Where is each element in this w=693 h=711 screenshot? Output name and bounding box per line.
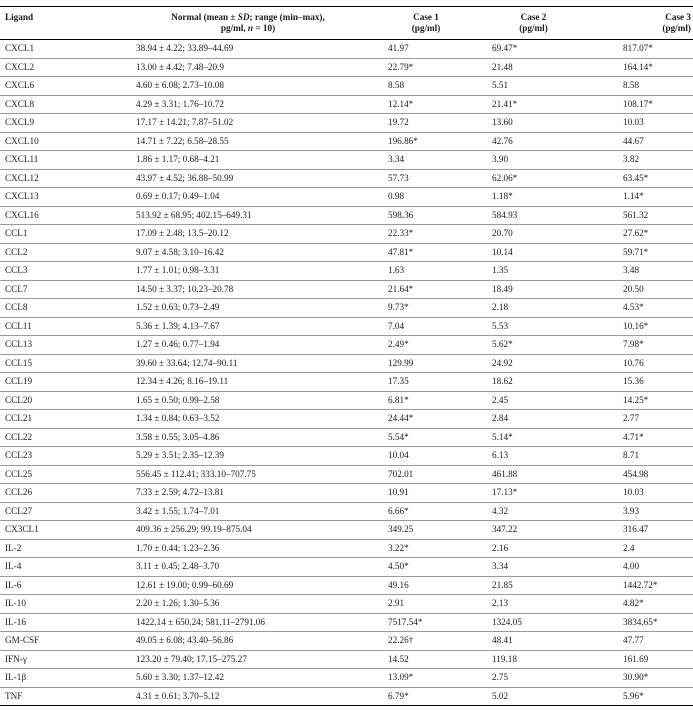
table-row: [0, 687, 693, 706]
table-row: [0, 502, 693, 521]
case3-cell: 14.25*: [591, 391, 693, 410]
table-row: [0, 262, 693, 281]
normal-cell: 3.58 ± 0.55; 3.05–4.86: [120, 428, 376, 447]
normal-cell: 49.05 ± 6.08; 43.40–56.86: [120, 632, 376, 651]
normal-cell: 39.60 ± 33.64; 12.74–90.11: [120, 354, 376, 373]
table-row: [0, 58, 693, 77]
table-row: [0, 299, 693, 318]
case3-cell: 15.36: [591, 373, 693, 392]
case1-cell: 0.98: [376, 188, 476, 207]
case3-cell: 4.71*: [591, 428, 693, 447]
normal-cell: 4.31 ± 0.61; 3.70–5.12: [120, 687, 376, 706]
table-row: [0, 669, 693, 688]
ligand-cell: CCL8: [0, 299, 120, 318]
case2-cell: 18.62: [476, 373, 591, 392]
case1-cell: 349.25: [376, 521, 476, 540]
normal-cell: 12.61 ± 19.00; 0.99–60.69: [120, 576, 376, 595]
case1-cell: 2.91: [376, 595, 476, 614]
case3-cell: 30.90*: [591, 669, 693, 688]
case3-cell: 164.14*: [591, 58, 693, 77]
case2-cell: 13.60: [476, 114, 591, 133]
header-row-1: [0, 7, 693, 24]
case2-cell: 2.13: [476, 595, 591, 614]
case1-cell: 14.52: [376, 650, 476, 669]
normal-cell: 5.36 ± 1.39; 4.13–7.67: [120, 317, 376, 336]
header-normal-line2: pg/ml, n = 10): [120, 23, 376, 40]
ligand-cell: CCL11: [0, 317, 120, 336]
normal-cell: 14.71 ± 7.22; 6.58–28.55: [120, 132, 376, 151]
case2-cell: 584.93: [476, 206, 591, 225]
case1-cell: 6.66*: [376, 502, 476, 521]
case3-cell: 4.00: [591, 558, 693, 577]
table-row: [0, 95, 693, 114]
normal-cell: 409.36 ± 256.29; 99.19–875.04: [120, 521, 376, 540]
header-case2-unit: (pg/ml): [476, 23, 591, 40]
case2-cell: 48.41: [476, 632, 591, 651]
case1-cell: 22.26†: [376, 632, 476, 651]
case1-cell: 3.34: [376, 151, 476, 170]
ligand-cell: CXCL6: [0, 77, 120, 96]
ligand-cell: IL-6: [0, 576, 120, 595]
ligand-cell: CCL25: [0, 465, 120, 484]
case3-cell: 10.76: [591, 354, 693, 373]
header-case1-unit: (pg/ml): [376, 23, 476, 40]
ligand-cell: CXCL16: [0, 206, 120, 225]
case1-cell: 22.79*: [376, 58, 476, 77]
case2-cell: 3.90: [476, 151, 591, 170]
case2-cell: 1324.05: [476, 613, 591, 632]
case1-cell: 10.04: [376, 447, 476, 466]
case3-cell: 454.98: [591, 465, 693, 484]
case2-cell: 24.92: [476, 354, 591, 373]
case2-cell: 461.88: [476, 465, 591, 484]
ligand-cell: CCL26: [0, 484, 120, 503]
normal-cell: 43.97 ± 4.52; 36.88–50.99: [120, 169, 376, 188]
case1-cell: 1.63: [376, 262, 476, 281]
ligand-cell: CCL3: [0, 262, 120, 281]
case1-cell: 7517.54*: [376, 613, 476, 632]
case1-cell: 10.91: [376, 484, 476, 503]
ligand-cell: CXCL1: [0, 40, 120, 59]
header-ligand-blank: [0, 23, 120, 40]
normal-cell: 1.70 ± 0.44; 1.23–2.36: [120, 539, 376, 558]
normal-cell: 1.77 ± 1.01; 0.98–3.31: [120, 262, 376, 281]
case2-cell: 10.14: [476, 243, 591, 262]
normal-cell: 5.29 ± 3.51; 2.35–12.39: [120, 447, 376, 466]
case2-cell: 20.70: [476, 225, 591, 244]
normal-cell: 1.86 ± 1.17; 0.68–4.21: [120, 151, 376, 170]
ligand-cell: CXCL8: [0, 95, 120, 114]
ligand-cell: IFN-γ: [0, 650, 120, 669]
case1-cell: 9.73*: [376, 299, 476, 318]
case2-cell: 42.76: [476, 132, 591, 151]
case3-cell: 10.03: [591, 114, 693, 133]
case1-cell: 129.99: [376, 354, 476, 373]
case2-cell: 2.16: [476, 539, 591, 558]
table-row: [0, 243, 693, 262]
normal-cell: 1.65 ± 0.50; 0.99–2.58: [120, 391, 376, 410]
ligand-cell: CXCL13: [0, 188, 120, 207]
case1-cell: 702.01: [376, 465, 476, 484]
ligand-cell: CCL22: [0, 428, 120, 447]
table-row: [0, 521, 693, 540]
ligand-cell: CXCL11: [0, 151, 120, 170]
case2-cell: 5.02: [476, 687, 591, 706]
case3-cell: 316.47: [591, 521, 693, 540]
table-body: [0, 40, 693, 706]
ligand-cell: IL-1β: [0, 669, 120, 688]
table-row: [0, 410, 693, 429]
case3-cell: 108.17*: [591, 95, 693, 114]
case2-cell: 347.22: [476, 521, 591, 540]
ligand-cell: CCL23: [0, 447, 120, 466]
table-row: [0, 206, 693, 225]
table-row: [0, 484, 693, 503]
case1-cell: 3.22*: [376, 539, 476, 558]
case3-cell: 3.82: [591, 151, 693, 170]
header-ligand: Ligand: [0, 7, 120, 24]
case3-cell: 3.93: [591, 502, 693, 521]
case3-cell: 161.69: [591, 650, 693, 669]
ligand-cell: CCL2: [0, 243, 120, 262]
normal-cell: 12.34 ± 4.26; 8.16–19.11: [120, 373, 376, 392]
case2-cell: 17.13*: [476, 484, 591, 503]
header-normal-line1: Normal (mean ± SD; range (min–max),: [120, 7, 376, 24]
normal-cell: 0.69 ± 0.17; 0.49–1.04: [120, 188, 376, 207]
table-row: [0, 151, 693, 170]
table-row: [0, 539, 693, 558]
ligand-cell: CXCL2: [0, 58, 120, 77]
case3-cell: 561.32: [591, 206, 693, 225]
table-row: [0, 650, 693, 669]
ligand-cell: CCL21: [0, 410, 120, 429]
case1-cell: 21.64*: [376, 280, 476, 299]
ligand-cell: CCL19: [0, 373, 120, 392]
case3-cell: 2.77: [591, 410, 693, 429]
case1-cell: 598.36: [376, 206, 476, 225]
case1-cell: 196.86*: [376, 132, 476, 151]
table-row: [0, 391, 693, 410]
case1-cell: 8.58: [376, 77, 476, 96]
table-row: [0, 188, 693, 207]
case3-cell: 20.50: [591, 280, 693, 299]
case1-cell: 41.97: [376, 40, 476, 59]
case2-cell: 2.84: [476, 410, 591, 429]
case3-cell: 47.77: [591, 632, 693, 651]
ligand-cell: CCL27: [0, 502, 120, 521]
ligand-cell: CXCL12: [0, 169, 120, 188]
normal-cell: 2.20 ± 1.26; 1.30–5.36: [120, 595, 376, 614]
case3-cell: 4.82*: [591, 595, 693, 614]
case2-cell: 1.35: [476, 262, 591, 281]
case2-cell: 62.06*: [476, 169, 591, 188]
case3-cell: 7.98*: [591, 336, 693, 355]
table-row: [0, 465, 693, 484]
normal-cell: 3.42 ± 1.55; 1.74–7.01: [120, 502, 376, 521]
case1-cell: 17.35: [376, 373, 476, 392]
ligand-cell: CCL13: [0, 336, 120, 355]
normal-cell: 1.52 ± 0.63; 0.73–2.49: [120, 299, 376, 318]
table-row: [0, 595, 693, 614]
header-case2: Case 2: [476, 7, 591, 24]
ligand-cell: IL-10: [0, 595, 120, 614]
table-row: [0, 613, 693, 632]
normal-cell: 14.50 ± 3.37; 10.23–20.78: [120, 280, 376, 299]
case1-cell: 57.73: [376, 169, 476, 188]
normal-cell: 5.60 ± 3.30; 1.37–12.42: [120, 669, 376, 688]
table-row: [0, 169, 693, 188]
ligand-cell: CCL15: [0, 354, 120, 373]
ligand-cell: CCL20: [0, 391, 120, 410]
case1-cell: 49.16: [376, 576, 476, 595]
table-row: [0, 632, 693, 651]
case3-cell: 1442.72*: [591, 576, 693, 595]
case3-cell: 10.16*: [591, 317, 693, 336]
normal-cell: 123.20 ± 79.40; 17.15–275.27: [120, 650, 376, 669]
case2-cell: 2.18: [476, 299, 591, 318]
case3-cell: 27.62*: [591, 225, 693, 244]
case2-cell: 21.41*: [476, 95, 591, 114]
case2-cell: 2.75: [476, 669, 591, 688]
case2-cell: 5.14*: [476, 428, 591, 447]
ligand-cell: CCL1: [0, 225, 120, 244]
case1-cell: 2.49*: [376, 336, 476, 355]
ligand-cell: IL-16: [0, 613, 120, 632]
normal-cell: 1.27 ± 0.46; 0.77–1.94: [120, 336, 376, 355]
case2-cell: 119.18: [476, 650, 591, 669]
case3-cell: 59.71*: [591, 243, 693, 262]
case1-cell: 4.50*: [376, 558, 476, 577]
table-row: [0, 373, 693, 392]
case2-cell: 5.51: [476, 77, 591, 96]
table-row: [0, 225, 693, 244]
normal-cell: 1422.14 ± 650.24; 581.11–2791.06: [120, 613, 376, 632]
header-case3-unit: (pg/ml): [591, 23, 693, 40]
header-case1: Case 1: [376, 7, 476, 24]
ligand-cell: CXCL10: [0, 132, 120, 151]
table-row: [0, 77, 693, 96]
case2-cell: 3.34: [476, 558, 591, 577]
normal-cell: 1.34 ± 0.84; 0.63–3.52: [120, 410, 376, 429]
table-row: [0, 576, 693, 595]
ligand-cell: TNF: [0, 687, 120, 706]
case1-cell: 5.54*: [376, 428, 476, 447]
table-row: [0, 336, 693, 355]
case1-cell: 6.79*: [376, 687, 476, 706]
case1-cell: 7.04: [376, 317, 476, 336]
case3-cell: 8.71: [591, 447, 693, 466]
table-row: [0, 280, 693, 299]
case2-cell: 6.13: [476, 447, 591, 466]
case1-cell: 13.09*: [376, 669, 476, 688]
case2-cell: 21.85: [476, 576, 591, 595]
normal-cell: 4.60 ± 6.08; 2.73–10.08: [120, 77, 376, 96]
case1-cell: 24.44*: [376, 410, 476, 429]
normal-cell: 513.92 ± 68.95; 402.15–649.31: [120, 206, 376, 225]
case2-cell: 69.47*: [476, 40, 591, 59]
table-header: [0, 7, 693, 40]
normal-cell: 38.94 ± 4.22; 33.89–44.69: [120, 40, 376, 59]
table-row: [0, 447, 693, 466]
table-row: [0, 114, 693, 133]
case3-cell: 10.03: [591, 484, 693, 503]
case3-cell: 1.14*: [591, 188, 693, 207]
case3-cell: 44.67: [591, 132, 693, 151]
normal-cell: 3.11 ± 0.45; 2.48–3.70: [120, 558, 376, 577]
case3-cell: 3834.65*: [591, 613, 693, 632]
ligand-cell: CX3CL1: [0, 521, 120, 540]
case2-cell: 5.62*: [476, 336, 591, 355]
ligand-cell: CXCL9: [0, 114, 120, 133]
case2-cell: 18.49: [476, 280, 591, 299]
normal-cell: 556.45 ± 112.41; 333.10–707.75: [120, 465, 376, 484]
normal-cell: 9.07 ± 4.58; 3.10–16.42: [120, 243, 376, 262]
case2-cell: 21.48: [476, 58, 591, 77]
case3-cell: 8.58: [591, 77, 693, 96]
case1-cell: 6.81*: [376, 391, 476, 410]
table-row: [0, 558, 693, 577]
case2-cell: 2.45: [476, 391, 591, 410]
header-case3: Case 3: [591, 7, 693, 24]
cytokine-table: [0, 6, 693, 706]
case3-cell: 63.45*: [591, 169, 693, 188]
normal-cell: 17.17 ± 14.21; 7.87–51.02: [120, 114, 376, 133]
case3-cell: 4.53*: [591, 299, 693, 318]
normal-cell: 13.00 ± 4.42; 7.48–20.9: [120, 58, 376, 77]
normal-cell: 17.09 ± 2.48; 13.5–20.12: [120, 225, 376, 244]
case2-cell: 5.53: [476, 317, 591, 336]
ligand-cell: IL-4: [0, 558, 120, 577]
table-row: [0, 428, 693, 447]
case3-cell: 5.96*: [591, 687, 693, 706]
normal-cell: 7.33 ± 2.59; 4.72–13.81: [120, 484, 376, 503]
table-row: [0, 354, 693, 373]
case2-cell: 4.32: [476, 502, 591, 521]
ligand-cell: IL-2: [0, 539, 120, 558]
table-row: [0, 317, 693, 336]
case1-cell: 22.33*: [376, 225, 476, 244]
case1-cell: 47.81*: [376, 243, 476, 262]
normal-cell: 4.29 ± 3.31; 1.76–10.72: [120, 95, 376, 114]
ligand-cell: GM-CSF: [0, 632, 120, 651]
ligand-cell: CCL7: [0, 280, 120, 299]
case2-cell: 1.18*: [476, 188, 591, 207]
case3-cell: 817.07*: [591, 40, 693, 59]
case1-cell: 12.14*: [376, 95, 476, 114]
case3-cell: 2.4: [591, 539, 693, 558]
header-row-2: [0, 23, 693, 40]
table-row: [0, 132, 693, 151]
table-row: [0, 40, 693, 59]
case1-cell: 19.72: [376, 114, 476, 133]
case3-cell: 3.48: [591, 262, 693, 281]
